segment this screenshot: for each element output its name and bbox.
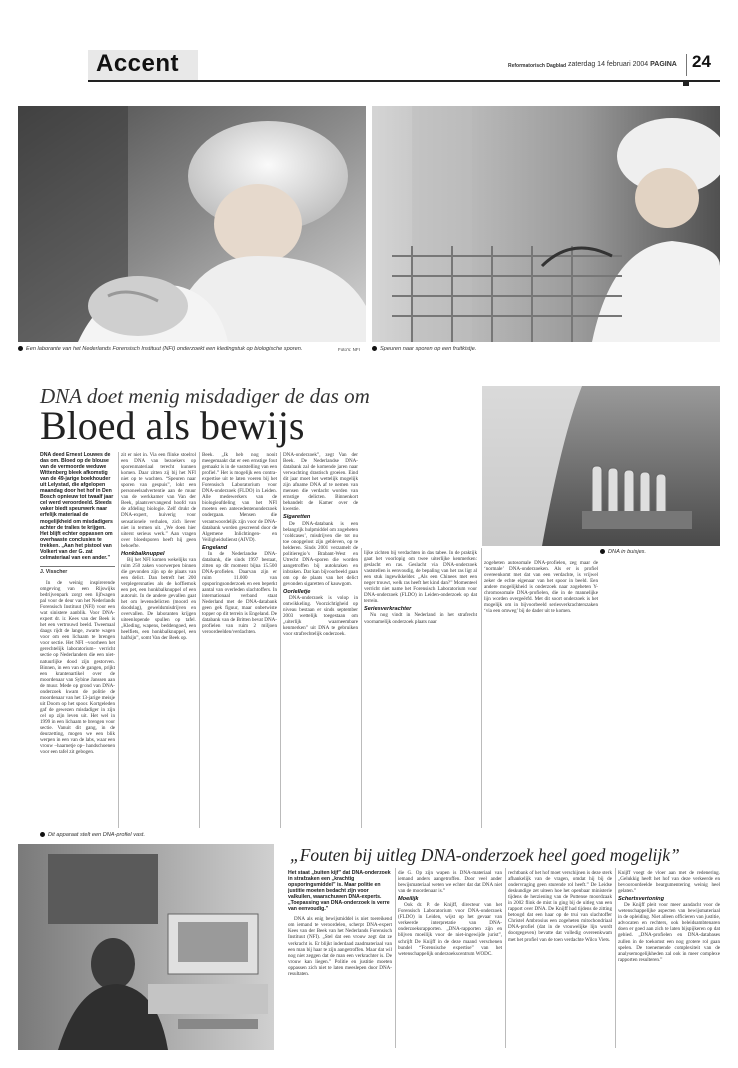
paragraph: DNA-onderzoek is volop in ontwikkeling. Voorzichtigheid op niveau bestaan er sinds september 2003 wettelijk toegestaan om „uiterlijk waarneembare kenmerken” uit DNA te gebruiken voor strafrechtelijk onderzoek.: [283, 595, 358, 638]
article-kicker: DNA doet menig misdadiger de das om: [40, 384, 370, 408]
caption-bullet-icon: [600, 549, 605, 554]
paragraph: Nu nog vindt in Nederland in het strafrecht voornamelijk onderzoek plaats naar: [364, 612, 477, 625]
caption-text: DNA in buisjes.: [608, 549, 647, 555]
article-lead: DNA deed Ernest Louwes de das om. Bloed op de blouse van de vermoorde weduwe Wittenberg bleek afkomstig van de 49-jarige boekhouder uit Lelystad, die afgelopen maandag door het hof in Den Bosch opnieuw tot twaalf jaar cel werd veroordeeld. Steeds vaker biedt speurwerk naar erfelijk materiaal de mogelijkheid om misdadigers achter de tralies te krijgen. Het blijft echter oppassen om overhaaste conclusies te trekken. „Aan het pistool van Volkert van der G. zat celmateriaal van een ander.”: [40, 452, 114, 561]
caption-dna-tubes: [600, 549, 720, 555]
page-label: PAGINA: [650, 61, 677, 68]
article-headline: Bloed als bewijs: [40, 403, 305, 448]
paragraph: Ook dr. P. de Knijff, directeur van het Forensisch Laboratorium voor DNA-onderzoek (FLDO) in Leiden, wijst op het gevaar van verkeerde interpretatie van DNA-onderzoeksrapporten. „DNA-rapporten zijn en blijven moeilijk voor de niet-ingewijde jurist”, schrijft De Knijff in de deze maand verschenen bundel “Forensische expertise” van het wetenschappelijk onderzoekscentrum WODC.: [398, 902, 502, 957]
subheading: Sigaretten: [283, 514, 311, 521]
paragraph: lijke zichten bij verdachten in das tabee. In de praktijk gaat het voorlopig om twee uiterlijke kenmerken: geslacht en ras. Geslacht via DNA-onderzoek vaststellen is eenvoudig, de bepaling van het ras ligt al een stuk ingewikkelder. „Als een Chinees met een neger trouwt, welk ras heeft het kind dan?” Momenteel verricht niet name het Forensisch Laboratorium voor DNA-onderzoek (FLDO) in Leiden-onderzoek op dat terrein.: [364, 550, 477, 605]
page-number: 24: [692, 52, 711, 71]
article1-column-1: [40, 452, 115, 832]
paragraph: In de weinig inspirerende omgeving van een Rijswijks bedrijvenpark zorgt een lijfwagen pal voor de deur van het Nederlands Forensisch Instituut (NFI) voor een wat sinistere aanblik. Voor DNA-expert dr. ir. Kees van der Beek is het een vertrouwd beeld. Tweemaal daags rijdt de lange, zwarte wagen voor om een lichaam te brengen voor sectie. Het NFI –voorheen het gerechtelijk laboratorium– verricht sectie op Nederlanders die een niet-natuurlijke dood zijn gestorven. Binnen, in een van de gangen, prijkt een krantenartikel over de moordenaar van Sybine Janssen aan de muur. Mede op grond van DNA-onderzoek kwam de politie de moordenaar van het 13-jarige meisje uit Doorn op het spoor. Kortgeleden gaf de gewezen misdadiger in zijn cel op zijn leven uit. Het wel in 1999 in een lichaam te brengen voor sectie. Vanuit dit gang, in de deurzetting, mogen we een blik werpen in een van de labs, waar een vrouw –haarnetje op– handschoenen voor een tafel zit gebogen.: [40, 579, 115, 756]
column-rule: [615, 868, 616, 1048]
header-divider: [686, 54, 687, 76]
paragraph: rechtbank of het hof moet verschijnen is deze sterk afhankelijk van de vragen, omdat hij bij de ondervraging geen sturende rol heeft.” De Leidse deskundige zet uiteen hoe het openbaar ministerie tijdens de herziening van de Puttense moordzaak in 2002 flink de mist in ging bij de uitleg van een rapport over DNA. De Knijff had tijdens de zitting betoogd dat een haar op de trui van slachtoffer Christel Ambrosius een zogeheten mitochondriaal DNA-profiel (dat in de vrouwelijke lijn wordt doorgegeven) bevatte dat volledig overeenkwam met het profiel van de toen verdachte Wilco Viets.: [508, 870, 612, 943]
column-rule: [505, 868, 506, 1048]
caption-text: Dit apparaat stelt een DNA-profiel vast.: [48, 832, 146, 838]
paragraph: DNA-onderzoek”, zegt Van der Beek. De Nederlandse DNA-databank zal de komende jaren naar verwachting drastisch groeien. Eind dit jaar moet het wettelijk mogelijk zijn afname DNA af te nemen van mensen die verdacht worden van ernstige delicten. Binnenkort behandelt de Kamer over de kwestie.: [283, 452, 358, 513]
article-byline: J. Visscher: [40, 566, 115, 575]
subheading: Honkbalknuppel: [121, 550, 165, 557]
article1-column-2: [121, 452, 196, 832]
column-rule: [395, 868, 396, 1048]
caption-lab-clothing: [18, 346, 318, 352]
paragraph: Beek. „Ik heb nog nooit meegemaakt dat er een ernstige fout gemaakt is in de vaststelling van een profiel.” Het is mogelijk een contra-expertise uit te laten voeren bij het Forensisch Laboratorium voor DNA-onderzoek (FLDO) in Leiden. Alle medewerkers van de biologieafdeling van het NFI moeten een antecedentenonderzoek ondergaan. Mensen die verantwoordelijk zijn voor de DNA-databank worden gescreend door de Algemene Inlichtingen- en Veiligheidsdienst (AIVD).: [202, 452, 277, 543]
photo-dna-machine: [18, 844, 274, 1050]
paragraph: In de Nederlandse DNA-databank, die sinds 1997 bestaat, zitten op dit moment bijna 15.500 DNA-profielen. Daarvan zijn er ruim 11.000 van opsporingsonderzoek en een beperkt aantal van overleden slachtoffers. In internationaal verband staat Nederland met de DNA-databank geen gek figuur, maar onbetwiste topper op dit terrein is Engeland. De databank van de Britten bevat DNA-profielen van ruim 2 miljoen veroordeelden/verdachten.: [202, 550, 277, 636]
photo-fruit-crate: [372, 106, 720, 342]
article1-column-6: [484, 560, 598, 828]
article2-headline: „Fouten bij uitleg DNA-onderzoek heel goed mogelijk”: [290, 845, 680, 865]
subheading: Oorlelletje: [283, 589, 311, 596]
header-rule: [88, 80, 720, 82]
caption-fruit-crate: [372, 346, 672, 352]
subheading: Seriesverkrachter: [364, 606, 412, 613]
paragraph: Bij het NFI komen wekelijks van ruim 250 zaken voorwerpen binnen die gevonden zijn op de plaats van een delict. Dan betreft het 200 verplegersnaties als de koffiemok een pet, een honkbalknuppel of een autoruit. In de andere gevallen gaat het om levensdelicten (moord en doodslag), geweldsmisdrijven en overvallen. De laboranten krijgen uiteenlopende spullen op tafel. „Kleding, wapens, beddengoed, een heelfiets, een honkbalknuppel, een halfsijn”, somt Van der Beek op.: [121, 556, 196, 642]
column-rule: [280, 452, 281, 828]
article2-column-1: [288, 870, 392, 1050]
paragraph: die G. Op zijn wapen is DNA-materiaal van iemand anders aangetroffen. Door veel ander bewijsmateriaal weten we echter dat dat DNA niet van de moordenaar is.”: [398, 870, 502, 895]
paragraph: DNA als enig bewijsmiddel is niet toereikend om iemand te veroordelen, scherpt DNA-expert Kees van der Beek van het Nederlands Forensisch Instituut (NFI). „Stel dat een vrouw zegt dat ze verkracht is. Er blijkt inderdaad zaadmateriaal van een man bij haar te zijn aangetroffen. Maar dat wil nog niet zeggen dat de man een verkrachter is. De vrouw kan liegen.” Politie en justitie moeten oppassen zich niet te laten meeslepen door DNA-resultaten.: [288, 916, 392, 977]
article2-column-4: [618, 870, 720, 1050]
caption-text: Speuren naar sporen op een fruitkistje.: [380, 346, 477, 352]
photo-dna-tubes: [482, 386, 720, 546]
caption-dna-machine: [40, 832, 240, 838]
article1-column-3: [202, 452, 277, 832]
paragraph: Knijff voegt de vloer aan met de redenering. „Gelukkig heeft het hof van deze verkeerde en bevooroordeelde beargumentering weinig heel gelaten.”: [618, 870, 720, 895]
header-square: [683, 80, 689, 86]
column-rule: [361, 548, 362, 828]
issue-date: [568, 61, 677, 68]
column-rule: [118, 452, 119, 828]
article1-column-5: [364, 550, 477, 832]
paragraph: zit er niet in. Via een flinke stoelrol een DNA van bezoekers op sporenmateriaal terecht kunnen komen. Daar zitten zij bij het NFI niet op te wachten. “Speuren naar sporen van gespuis”, lokt een personeelsadvertentie aan de muur van de werkkamer van Van der Beek, plaatsvervangend hoofd van de afdeling biologie. Zelf drukt de DNA-expert, huiverig voor sensationele verhalen, zich liever niet in termen uit. „We doen hier uiterst serieus werk.” Aan vragen over bloedsporen heeft hij geen behoefte.: [121, 452, 196, 549]
article2-column-3: [508, 870, 612, 1050]
photo-credit: Foto's: NFI: [338, 347, 360, 352]
article2-column-2: [398, 870, 502, 1050]
newspaper-name: Reformatorisch Dagblad: [508, 63, 567, 69]
paragraph: De Knijff pleit voor meer aandacht voor de wetenschappelijke aspecten van bewijsmateriaal in de opleiding. Niet alleen officieren van justitie, advocaten en rechters, ook beleidsambtenaren doen er goed aan zich te laten bijspijkeren op dat gebied. „DNA-profielen en DNA-databases zullen in de toekomst een nog grotere rol gaan spelen. De toenemende complexiteit van de analysemogelijkheden zal ook in meer complexe rapporten resulteren.”: [618, 902, 720, 963]
subheading: Moeilijk: [398, 896, 419, 903]
paragraph: De DNA-databank is een belangrijk hulpmiddel om zogeheten ‘coldcases’, misdrijven die tot nu toe onopgelost zijn gebleven, op te helderen. Sinds 2001 verzamelt de politieregio’s Brabant-West en Utrecht DNA-sporen die worden aangetroffen bij autokraken en inbraken. Dat kan bijvoorbeeld gaan om op de plaats van het delict gevonden sigaretten of kauwgom.: [283, 520, 358, 587]
paragraph: zogeheten autosomale DNA-profielen, zeg maar de ‘normale’ DNA-onderzoeken. Als er is profiel overeenkomt met dat van een verdachte, is vrijwel zeker de echte eigenaar van het spoor in beeld. Een andere mogelijkheid is onderzoek naar zogeheten Y-chromosomale DNA-profielen, die in de mannelijke lijn worden overgeërfd. Met dit soort onderzoek is het mogelijk om in bijvoorbeeld seriesverkrachterszaken ‘via een omweg’ bij de dader uit te komen.: [484, 560, 598, 615]
caption-bullet-icon: [18, 346, 23, 351]
caption-bullet-icon: [40, 832, 45, 837]
photo-lab-clothing: [18, 106, 366, 342]
subheading: Schertsvertoning: [618, 896, 665, 903]
article-lead: Het staat „buiten kijf” dat DNA-onderzoek in strafzaken een „krachtig opsporingsmiddel” is. Maar politie en justitie moeten bedacht zijn voor valkuilen, waarschuwen DNA-experts. „Toepassing van DNA-onderzoek is verre van eenvoudig.”: [288, 870, 391, 913]
section-label: Accent: [96, 50, 180, 77]
issue-date-text: zaterdag 14 februari 2004: [568, 61, 649, 68]
column-rule: [481, 548, 482, 828]
column-rule: [199, 452, 200, 828]
article1-column-4: [283, 452, 358, 832]
caption-text: Een laborante van het Nederlands Forensisch Instituut (NFI) onderzoekt een kledingstuk op biologische sporen.: [26, 346, 303, 352]
caption-bullet-icon: [372, 346, 377, 351]
subheading: Engeland: [202, 544, 228, 551]
